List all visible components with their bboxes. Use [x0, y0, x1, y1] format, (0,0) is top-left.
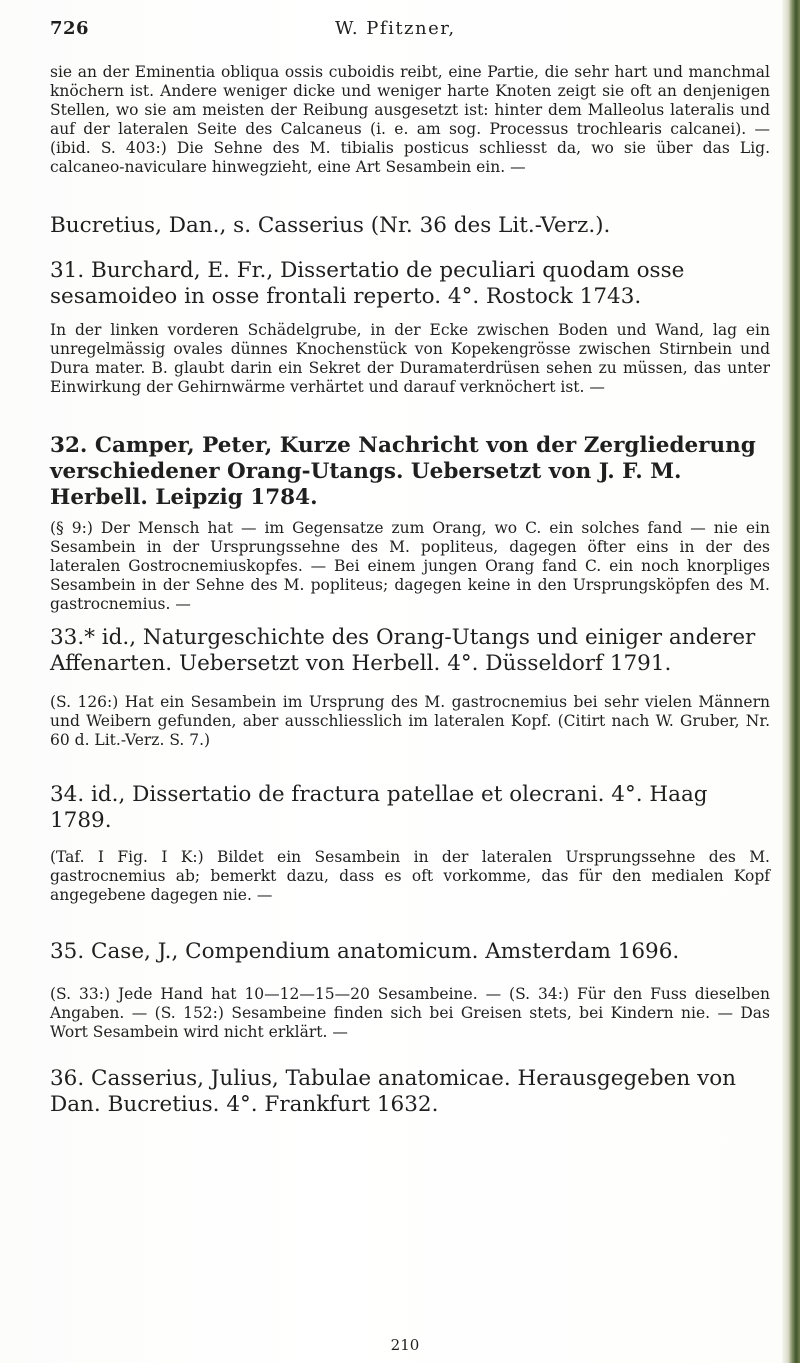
entry-32-note: (§ 9:) Der Mensch hat — im Gegensatze zum Orang, wo C. ein solches fand — nie ein Sesambein in der Ursprungssehne des M. popliteus, dagegen öfter eins in der des lateralen Gostrocnemiuskopfes. — Bei einem jungen Orang fand C. ein noch knorpliges Sesambein in der Sehne des M. popliteus; dagegen keine in den Ursprungsköpfen des M. gastrocnemius. — — [50, 519, 770, 613]
bibliography-entry-36: 36. Casserius, Julius, Tabulae anatomicae. Herausgegeben von Dan. Bucretius. 4°. Frankfurt 1632. — [50, 1066, 737, 1117]
entry-34-note: (Taf. I Fig. I K:) Bildet ein Sesambein in der lateralen Ursprungssehne des M. gastrocnemius ab; bemerkt dazu, dass es oft vorkomme, das für den medialen Kopf angegebene dagegen nie. — — [50, 848, 770, 904]
bibliography-entry-34: 34. id., Dissertatio de fractura patellae et olecrani. 4°. Haag 1789. — [50, 782, 708, 833]
cross-reference-entry: Bucretius, Dan., s. Casserius (Nr. 36 des Lit.-Verz.). — [50, 213, 611, 238]
bibliography-entry-32: 32. Camper, Peter, Kurze Nachricht von der Zergliederung verschiedener Orang-Utangs. Uebersetzt von J. F. M. Herbell. Leipzig 1784. — [50, 433, 756, 510]
page-binding-edge — [782, 0, 800, 1363]
continued-paragraph: sie an der Eminentia obliqua ossis cuboidis reibt, eine Partie, die sehr hart und manchmal knöchern ist. Andere weniger dicke und weniger harte Knoten zeigt sie oft an denjenigen Stellen, wo sie am meisten der Reibung ausgesetzt ist: hinter dem Malleolus lateralis und auf der lateralen Seite des Calcaneus (i. e. am sog. Processus trochlearis calcanei). — (ibid. S. 403:) Die Sehne des M. tibialis posticus schliesst da, wo sie über das Lig. calcaneo-naviculare hinwegzieht, eine Art Sesambein ein. — — [50, 63, 770, 176]
entry-33-note: (S. 126:) Hat ein Sesambein im Ursprung des M. gastrocnemius bei sehr vielen Männern und Weibern gefunden, aber ausschliesslich im lateralen Kopf. (Citirt nach W. Gruber, Nr. 60 d. Lit.-Verz. S. 7.) — [50, 693, 770, 749]
bibliography-entry-35: 35. Case, J., Compendium anatomicum. Amsterdam 1696. — [50, 939, 680, 964]
entry-35-note: (S. 33:) Jede Hand hat 10—12—15—20 Sesambeine. — (S. 34:) Für den Fuss dieselben Angaben. — (S. 152:) Sesambeine finden sich bei Greisen stets, bei Kindern nie. — Das Wort Sesambein wird nicht erklärt. — — [50, 985, 770, 1041]
entry-31-note: In der linken vorderen Schädelgrube, in der Ecke zwischen Boden und Wand, lag ein unregelmässig ovales dünnes Knochenstück von Kopekengrösse zwischen Stirnbein und Dura mater. B. glaubt darin ein Sekret der Duramaterdrüsen sehen zu müssen, das unter Einwirkung der Gehirnwärme verhärtet und darauf verknöchert ist. — — [50, 321, 770, 396]
sheet-signature: 210 — [390, 1336, 420, 1354]
running-head: W. Pfitzner, — [335, 18, 456, 39]
page-number: 726 — [50, 18, 90, 39]
bibliography-entry-31: 31. Burchard, E. Fr., Dissertatio de peculiari quodam osse sesamoideo in osse frontali reperto. 4°. Rostock 1743. — [50, 258, 685, 309]
page-header — [50, 18, 750, 44]
bibliography-entry-33: 33.* id., Naturgeschichte des Orang-Utangs und einiger anderer Affenarten. Uebersetzt von Herbell. 4°. Düsseldorf 1791. — [50, 625, 756, 676]
